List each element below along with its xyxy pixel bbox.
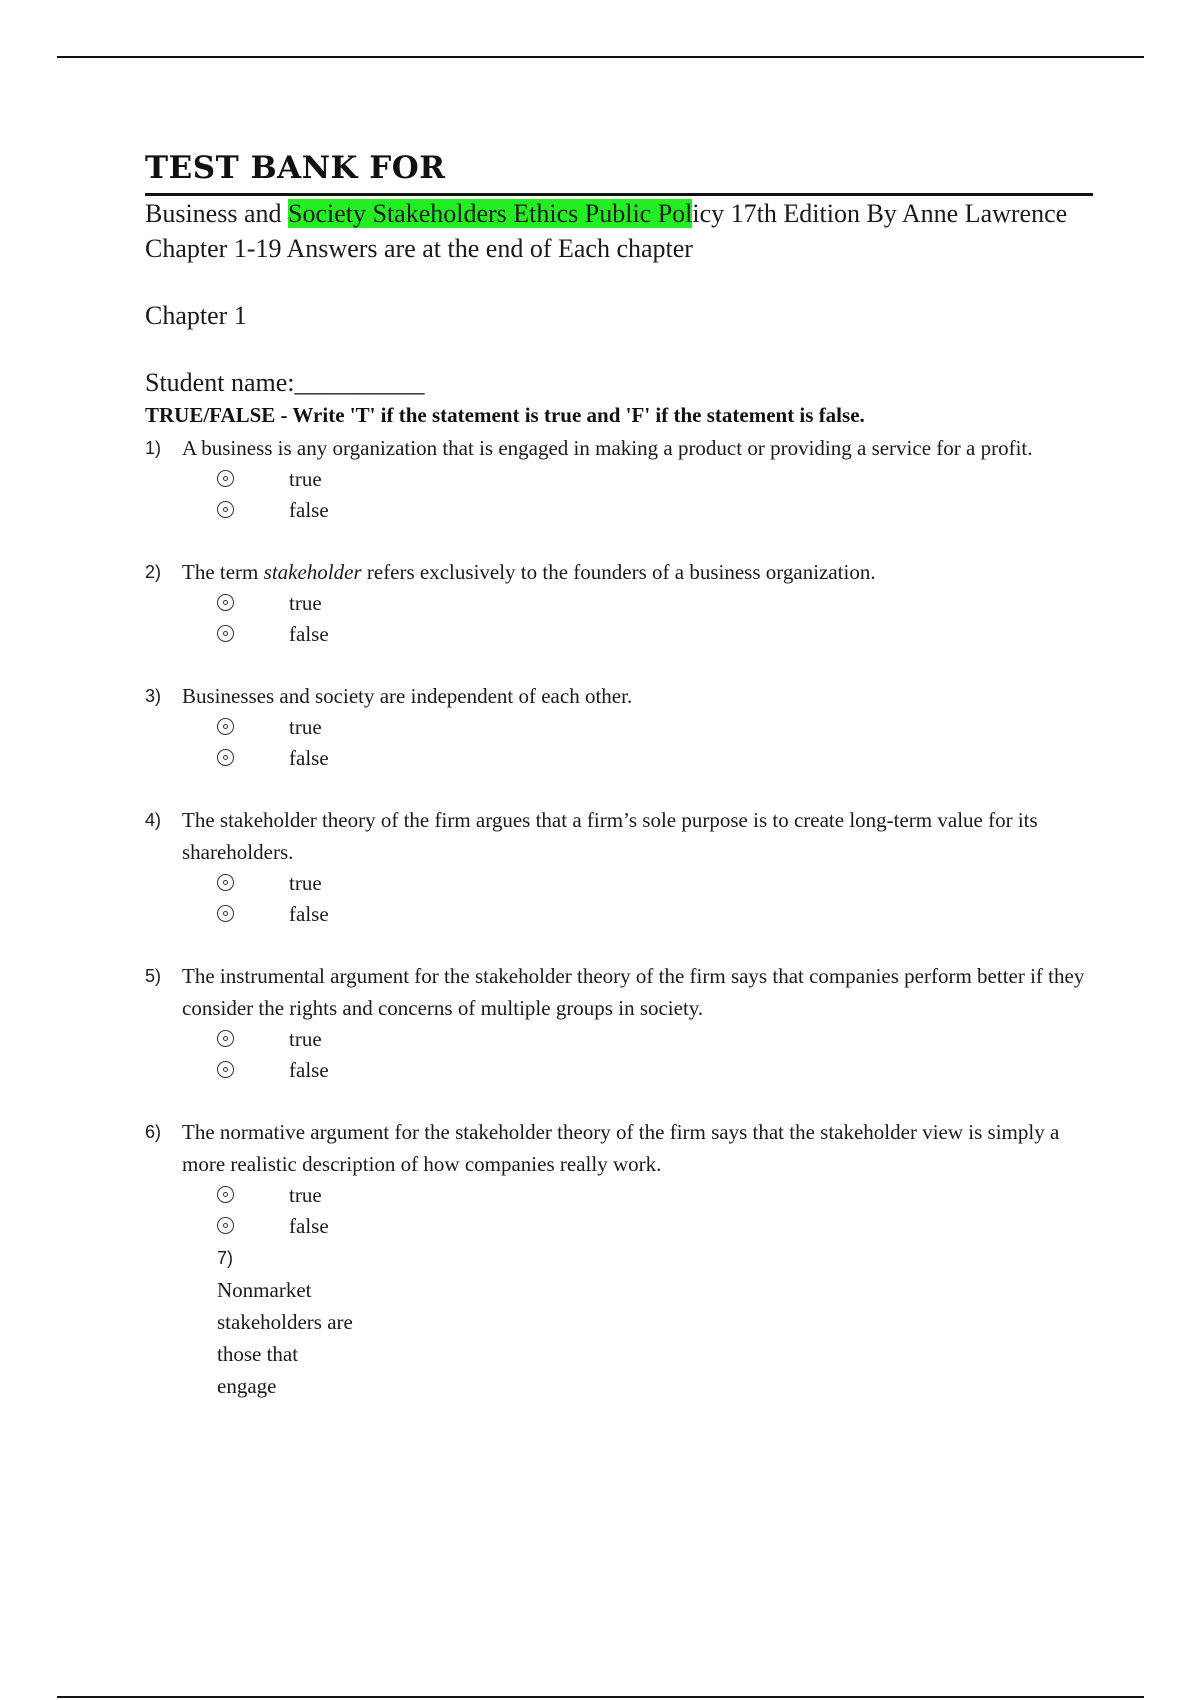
option-true[interactable] (217, 464, 1095, 495)
subtitle-highlight: Society Stakeholders Ethics Public Pol (288, 199, 693, 229)
option-label: false (289, 498, 329, 523)
option-label: false (289, 622, 329, 647)
student-name-field: Student name:__________ (145, 368, 425, 398)
radio-icon[interactable] (217, 501, 234, 518)
question-number: 2) (145, 562, 162, 583)
question-number: 5) (145, 966, 162, 987)
option-false[interactable] (217, 619, 1095, 650)
radio-icon[interactable] (217, 718, 234, 735)
option-false[interactable] (217, 743, 1095, 774)
radio-icon[interactable] (217, 625, 234, 642)
option-true[interactable] (217, 868, 1095, 899)
option-label: false (289, 746, 329, 771)
section-instructions: TRUE/FALSE - Write 'T' if the statement is true and 'F' if the statement is false. (145, 403, 865, 428)
question-number: 7) (217, 1248, 234, 1269)
question-text-start: The term (182, 560, 264, 585)
option-true[interactable] (217, 1180, 1095, 1211)
option-label: true (289, 715, 322, 740)
option-label: true (289, 467, 322, 492)
question-number: 1) (145, 438, 162, 459)
question-text (182, 556, 1095, 588)
question-text: Businesses and society are independent of each other. (182, 684, 633, 709)
question-text: The normative argument for the stakeholder theory of the firm says that the stakeholder view is simply a more realistic description of how companies really work. (182, 1120, 1060, 1177)
option-false[interactable] (217, 1055, 1095, 1086)
question-4 (145, 804, 1095, 868)
question-text: Nonmarket stakeholders are those that engage (217, 1278, 353, 1399)
chapter-heading: Chapter 1 (145, 301, 247, 331)
question-number: 6) (145, 1122, 162, 1143)
question-text: The stakeholder theory of the firm argues that a firm’s sole purpose is to create long-term value for its shareholders. (182, 808, 1038, 865)
document-title: TEST BANK FOR (145, 150, 446, 186)
question-3 (145, 680, 1095, 712)
option-label: false (289, 1058, 329, 1083)
question-number: 3) (145, 686, 162, 707)
radio-icon[interactable] (217, 874, 234, 891)
radio-icon[interactable] (217, 1186, 234, 1203)
radio-icon[interactable] (217, 905, 234, 922)
question-text-end: refers exclusively to the founders of a business organization. (361, 560, 876, 585)
subtitle-start: Business and (145, 199, 288, 229)
page-top-rule (57, 56, 1144, 58)
option-true[interactable] (217, 712, 1095, 743)
page-bottom-rule (57, 1696, 1144, 1698)
option-true[interactable] (217, 1024, 1095, 1055)
radio-icon[interactable] (217, 594, 234, 611)
question-1 (145, 432, 1095, 464)
question-text: A business is any organization that is engaged in making a product or providing a service for a profit. (182, 436, 1033, 461)
option-label: true (289, 871, 322, 896)
radio-icon[interactable] (217, 1217, 234, 1234)
document-subtitle (145, 196, 1095, 266)
question-number: 4) (145, 810, 162, 831)
question-text-emphasis: stakeholder (263, 560, 362, 585)
question-2 (145, 556, 1095, 588)
radio-icon[interactable] (217, 1030, 234, 1047)
document-body (145, 150, 1095, 1402)
option-false[interactable] (217, 495, 1095, 526)
radio-icon[interactable] (217, 1061, 234, 1078)
option-false[interactable] (217, 899, 1095, 930)
option-label: true (289, 1027, 322, 1052)
option-label: true (289, 1183, 322, 1208)
question-7 (217, 1242, 357, 1402)
option-true[interactable] (217, 588, 1095, 619)
subtitle-end: icy 17th Edition By Anne Lawrence Chapter 1-19 Answers are at the end of Each chapter (145, 199, 1068, 264)
question-text: The instrumental argument for the stakeholder theory of the firm says that companies perform better if they consider the rights and concerns of multiple groups in society. (182, 964, 1085, 1021)
option-false[interactable] (217, 1211, 1095, 1242)
radio-icon[interactable] (217, 749, 234, 766)
option-label: false (289, 1214, 329, 1239)
option-label: true (289, 591, 322, 616)
question-5 (145, 960, 1095, 1024)
option-label: false (289, 902, 329, 927)
question-6 (145, 1116, 1095, 1180)
radio-icon[interactable] (217, 470, 234, 487)
